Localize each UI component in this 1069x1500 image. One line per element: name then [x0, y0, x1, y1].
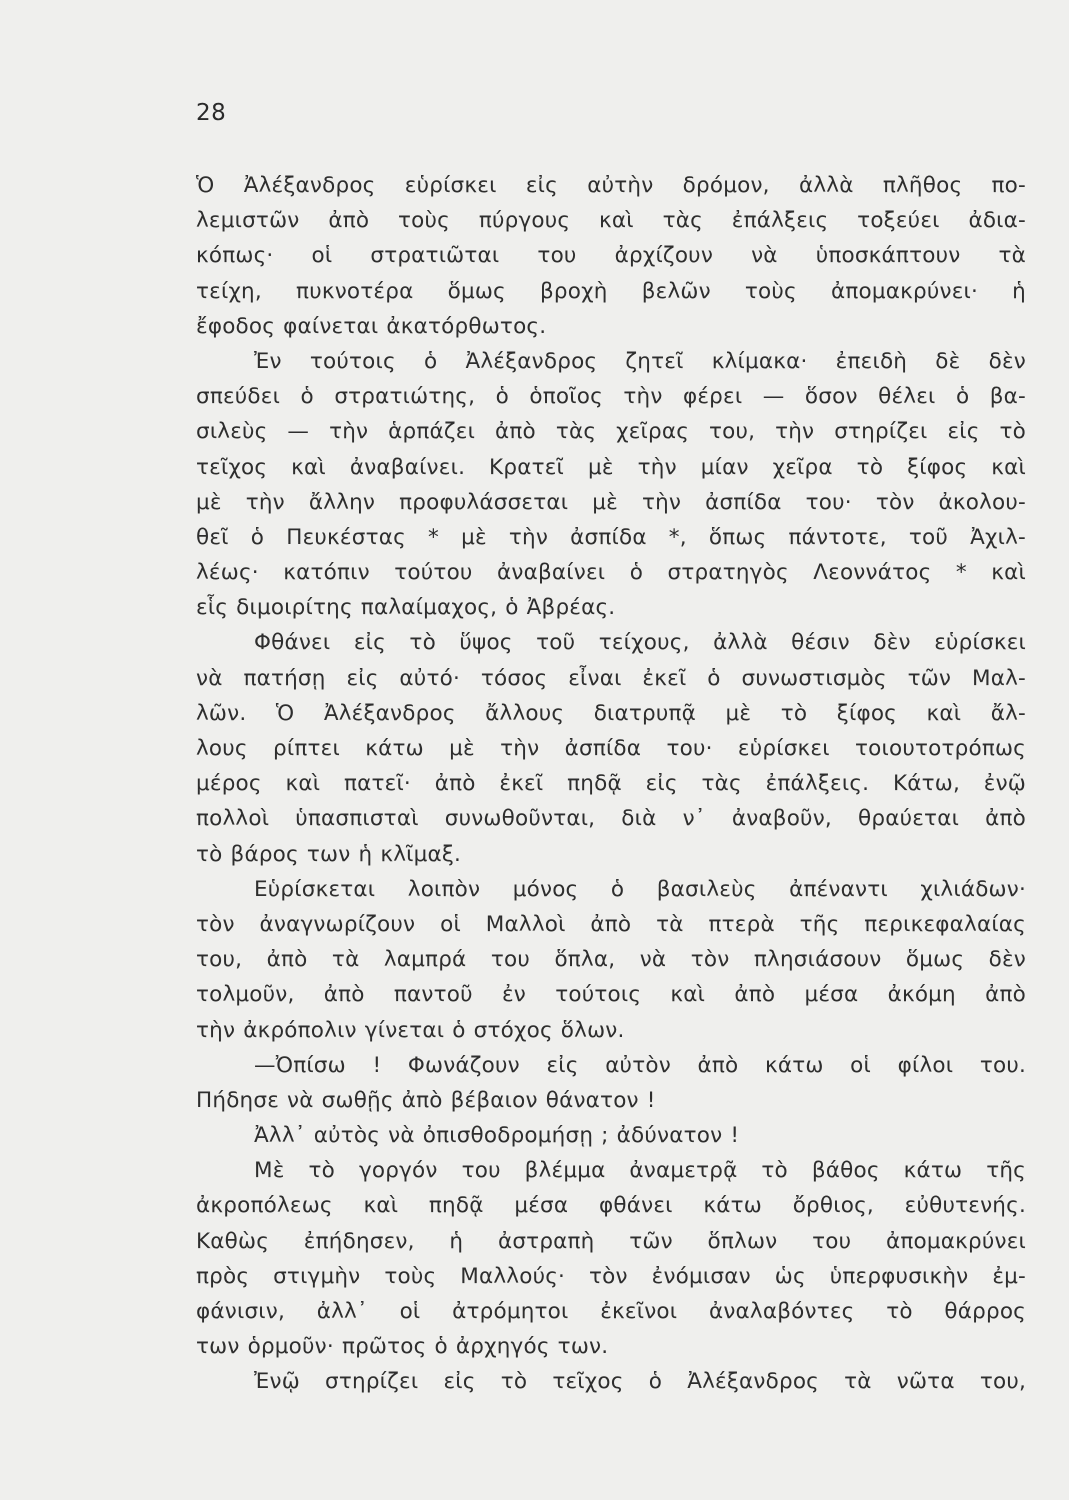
text-line: θεῖ ὁ Πευκέστας * μὲ τὴν ἀσπίδα *, ὅπως πάντοτε, τοῦ Ἀχιλ-	[196, 524, 1026, 550]
text-line: τολμοῦν, ἀπὸ παντοῦ ἐν τούτοις καὶ ἀπὸ μέσα ἀκόμη ἀπὸ	[196, 982, 1026, 1008]
text-line: λους ρίπτει κάτω μὲ τὴν ἀσπίδα του· εὑρίσκει τοιουτοτρόπως	[196, 736, 1026, 761]
text-line: πολλοὶ ὑπασπισταὶ συνωθοῦνται, διὰ ν᾽ ἀναβοῦν, θραύεται ἀπὸ	[196, 806, 1026, 832]
body-text	[196, 168, 1026, 1400]
text-line: κόπως· οἱ στρατιῶται του ἀρχίζουν νὰ ὑποσκάπτουν τὰ	[196, 243, 1026, 269]
page-number: 28	[196, 100, 227, 126]
text-line: των ὁρμοῦν· πρῶτος ὁ ἀρχηγός των.	[196, 1334, 609, 1360]
text-line: σπεύδει ὁ στρατιώτης, ὁ ὁποῖος τὴν φέρει — ὅσον θέλει ὁ βα-	[196, 384, 1026, 410]
text-line: μὲ τὴν ἄλλην προφυλάσσεται μὲ τὴν ἀσπίδα του· τὸν ἀκολου-	[196, 489, 1026, 515]
text-line: Καθὼς ἐπήδησεν, ἡ ἀστραπὴ τῶν ὅπλων του ἀπομακρύνει	[196, 1228, 1026, 1254]
text-line: φάνισιν, ἀλλ᾽ οἱ ἀτρόμητοι ἐκεῖνοι ἀναλαβόντες τὸ θάρρος	[196, 1299, 1026, 1324]
text-line: Ἀλλ᾽ αὐτὸς νὰ ὀπισθοδρομήσῃ ; ἀδύνατον !	[254, 1123, 740, 1149]
text-line: Ὁ Ἀλέξανδρος εὑρίσκει εἰς αὐτὴν δρόμον, ἀλλὰ πλῆθος πο-	[196, 173, 1026, 198]
text-line: ἀκροπόλεως καὶ πηδᾷ μέσα φθάνει κάτω ὄρθιος, εὐθυτενής.	[196, 1193, 1026, 1219]
text-line: Μὲ τὸ γοργόν του βλέμμα ἀναμετρᾷ τὸ βάθος κάτω τῆς	[254, 1158, 1026, 1184]
text-line: λεμιστῶν ἀπὸ τοὺς πύργους καὶ τὰς ἐπάλξεις τοξεύει ἀδια-	[196, 208, 1026, 234]
text-line: εἷς διμοιρίτης παλαίμαχος, ὁ Ἀβρέας.	[196, 595, 616, 621]
text-line: Φθάνει εἰς τὸ ὕψος τοῦ τείχους, ἀλλὰ θέσιν δὲν εὑρίσκει	[254, 630, 1026, 656]
text-line: μέρος καὶ πατεῖ· ἀπὸ ἐκεῖ πηδᾷ εἰς τὰς ἐπάλξεις. Κάτω, ἐνῷ	[196, 771, 1026, 797]
text-line: Εὑρίσκεται λοιπὸν μόνος ὁ βασιλεὺς ἀπέναντι χιλιάδων·	[254, 876, 1026, 902]
text-line: του, ἀπὸ τὰ λαμπρά του ὅπλα, νὰ τὸν πλησιάσουν ὅμως δὲν	[196, 947, 1026, 973]
text-line: Πήδησε νὰ σωθῇς ἀπὸ βέβαιον θάνατον !	[196, 1087, 656, 1113]
text-line: —Ὀπίσω ! Φωνάζουν εἰς αὐτὸν ἀπὸ κάτω οἱ φίλοι του.	[254, 1052, 1026, 1078]
text-line: ἔφοδος φαίνεται ἀκατόρθωτος.	[196, 313, 547, 339]
text-line: Ἐν τούτοις ὁ Ἀλέξανδρος ζητεῖ κλίμακα· ἐπειδὴ δὲ δὲν	[254, 348, 1026, 374]
text-line: τὸν ἀναγνωρίζουν οἱ Μαλλοὶ ἀπὸ τὰ πτερὰ τῆς περικεφαλαίας	[196, 911, 1026, 937]
text-line: λέως· κατόπιν τούτου ἀναβαίνει ὁ στρατηγὸς Λεοννάτος * καὶ	[196, 560, 1026, 586]
text-line: τὸ βάρος των ἡ κλῖμαξ.	[196, 841, 462, 867]
text-line: νὰ πατήσῃ εἰς αὐτό· τόσος εἶναι ἐκεῖ ὁ συνωστισμὸς τῶν Μαλ-	[196, 665, 1026, 691]
text-line: τὴν ἀκρόπολιν γίνεται ὁ στόχος ὅλων.	[196, 1017, 625, 1043]
text-line: τείχη, πυκνοτέρα ὅμως βροχὴ βελῶν τοὺς ἀπομακρύνει· ἡ	[196, 278, 1026, 304]
text-line: Ἐνῷ στηρίζει εἰς τὸ τεῖχος ὁ Ἀλέξανδρος τὰ νῶτα του,	[254, 1369, 1026, 1395]
text-line: τεῖχος καὶ ἀναβαίνει. Κρατεῖ μὲ τὴν μίαν χεῖρα τὸ ξίφος καὶ	[196, 454, 1026, 480]
text-line: λῶν. Ὁ Ἀλέξανδρος ἄλλους διατρυπᾷ μὲ τὸ ξίφος καὶ ἄλ-	[196, 700, 1026, 726]
text-line: σιλεὺς — τὴν ἁρπάζει ἀπὸ τὰς χεῖρας του, τὴν στηρίζει εἰς τὸ	[196, 419, 1026, 445]
text-line: πρὸς στιγμὴν τοὺς Μαλλούς· τὸν ἐνόμισαν ὡς ὑπερφυσικὴν ἐμ-	[196, 1263, 1026, 1289]
